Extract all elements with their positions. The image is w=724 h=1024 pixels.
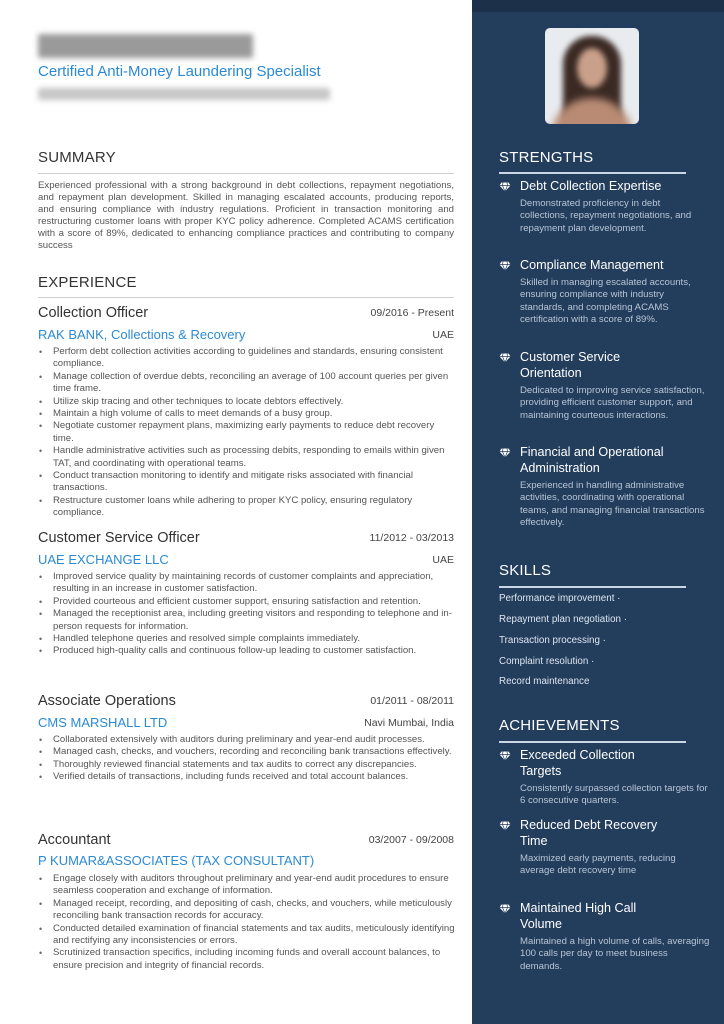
company-name: P KUMAR&ASSOCIATES (TAX CONSULTANT) (38, 853, 315, 868)
job-location: UAE (432, 329, 454, 341)
bullet-item: • Restructure customer loans while adhering to proper KYC policy, ensuring regulatory compliance. (38, 495, 456, 520)
achievement-title: Maintained High Call Volume (520, 901, 637, 931)
bullet-item: • Perform debt collection activities according to guidelines and standards, ensuring consistent compliance. (38, 346, 456, 371)
job-bullets (38, 873, 456, 972)
experience-divider (38, 297, 454, 298)
strength-title: Customer Service Orientation (520, 350, 621, 380)
bullet-item: • Managed the receptionist area, including greeting visitors and responding to telephone and in-person requests for information. (38, 608, 456, 633)
job-bullets (38, 734, 456, 784)
job-bullets (38, 346, 456, 520)
achievement-description: Maintained a high volume of calls, averaging 100 calls per day to meet business demands. (520, 936, 710, 972)
bullet-item: • Utilize skip tracing and other techniques to locate debtors effectively. (38, 396, 456, 408)
skill-item: Record maintenance (499, 676, 590, 687)
bullet-item: • Handled telephone queries and resolved simple complaints immediately. (38, 633, 456, 645)
bullet-item: • Conducted detailed examination of financial statements and tax audits, meticulously identifying and rectifying any inconsistencies or errors. (38, 923, 456, 948)
skill-item: Transaction processing · (499, 635, 606, 646)
bullet-item: • Verified details of transactions, including funds received and total account balances. (38, 771, 456, 783)
job-location: Navi Mumbai, India (364, 717, 454, 729)
job-title: Customer Service Officer (38, 530, 200, 546)
achievement-description: Consistently surpassed collection targets for 6 consecutive quarters. (520, 783, 708, 807)
job-dates: 11/2012 - 03/2013 (369, 532, 454, 544)
bullet-item: • Improved service quality by maintaining records of customer complaints and appreciation, resulting in an increase in customer satisfaction. (38, 571, 456, 596)
job-title: Collection Officer (38, 305, 149, 321)
job-location: UAE (432, 554, 454, 566)
company-name: CMS MARSHALL LTD (38, 715, 168, 730)
job-title: Associate Operations (38, 693, 176, 709)
bullet-item: • Maintain a high volume of calls to meet demands of a busy group. (38, 408, 456, 420)
bullet-item: • Managed cash, checks, and vouchers, recording and reconciling bank transactions effectively. (38, 746, 456, 758)
sidebar-top-band (472, 0, 724, 12)
strengths-divider (499, 172, 686, 174)
strength-description: Skilled in managing escalated accounts, ensuring compliance with industry standards, and completing ACAMS certification with a score of 89%. (520, 277, 691, 325)
contact-info-blurred (38, 88, 330, 100)
bullet-item: • Managed receipt, recording, and depositing of cash, checks, and vouchers, while meticulously reconciling bank transaction records for accuracy. (38, 898, 456, 923)
diamond-icon (499, 448, 511, 458)
job-title: Accountant (38, 832, 111, 848)
bullet-item: • Manage collection of overdue debts, reconciling an average of 100 account queries per given time frame. (38, 371, 456, 396)
diamond-icon (499, 821, 511, 831)
job-bullets (38, 571, 456, 658)
strength-description: Experienced in handling administrative activities, coordinating with operational teams, and managing financial transactions effectively. (520, 480, 705, 528)
skills-divider (499, 586, 686, 588)
strength-description: Demonstrated proficiency in debt collections, repayment negotiations, and repayment plan development. (520, 198, 692, 234)
achievements-title: ACHIEVEMENTS (499, 717, 620, 734)
bullet-item: • Handle administrative activities such as processing debits, responding to emails within given TAT, and coordinating with operational teams. (38, 445, 456, 470)
skills-title: SKILLS (499, 562, 552, 579)
job-dates: 01/2011 - 08/2011 (370, 695, 454, 707)
company-name: UAE EXCHANGE LLC (38, 552, 169, 567)
diamond-icon (499, 182, 511, 192)
bullet-item: • Scrutinized transaction specifics, including incoming funds and overall account balances, to ensure precision and integrity of financial records. (38, 947, 456, 972)
job-dates: 09/2016 - Present (370, 307, 454, 319)
summary-text: Experienced professional with a strong background in debt collections, repayment negotiations, and repayment plan development. Skilled in managing escalated accounts, producing reports, and ensuring compliance with industry regulations. Proficient in transaction monitoring and restructuring customer loans with proper KYC policy adherence. Completed ACAMS certification with a score of 89%, dedicated to enhancing compliance practices and contributing to company success (38, 180, 454, 251)
bullet-item: • Collaborated extensively with auditors during preliminary and year-end audit processes. (38, 734, 456, 746)
profile-photo (545, 28, 639, 124)
summary-divider (38, 173, 454, 174)
job-dates: 03/2007 - 09/2008 (368, 834, 454, 846)
strength-title: Debt Collection Expertise (520, 179, 662, 193)
achievement-title: Exceeded Collection Targets (520, 748, 635, 778)
diamond-icon (499, 261, 511, 271)
bullet-item: • Engage closely with auditors throughout preliminary and year-end audit procedures to ensure seamless cooperation and exchange of information. (38, 873, 456, 898)
skill-item: Performance improvement · (499, 593, 621, 604)
bullet-item: • Negotiate customer repayment plans, maximizing early payments to reduce debt recovery time. (38, 420, 456, 445)
company-name: RAK BANK, Collections & Recovery (38, 327, 246, 342)
skill-item: Complaint resolution · (499, 656, 595, 667)
diamond-icon (499, 353, 511, 363)
candidate-name-blurred (38, 34, 253, 58)
bullet-item: • Provided courteous and efficient customer support, ensuring satisfaction and retention. (38, 596, 456, 608)
bullet-item: • Thoroughly reviewed financial statements and tax audits to correct any discrepancies. (38, 759, 456, 771)
experience-title: EXPERIENCE (38, 274, 137, 291)
diamond-icon (499, 904, 511, 914)
diamond-icon (499, 751, 511, 761)
strength-title: Compliance Management (520, 258, 664, 272)
strength-description: Dedicated to improving service satisfaction, providing efficient customer support, and maintaining courteous interactions. (520, 385, 705, 421)
achievements-divider (499, 741, 686, 743)
headline: Certified Anti-Money Laundering Specialist (38, 63, 321, 80)
achievement-description: Maximized early payments, reducing average debt recovery time (520, 853, 676, 877)
strength-title: Financial and Operational Administration (520, 445, 664, 475)
skill-item: Repayment plan negotiation · (499, 614, 627, 625)
achievement-title: Reduced Debt Recovery Time (520, 818, 658, 848)
summary-title: SUMMARY (38, 149, 116, 166)
bullet-item: • Conduct transaction monitoring to identify and mitigate risks associated with financial transactions. (38, 470, 456, 495)
strengths-title: STRENGTHS (499, 149, 594, 166)
bullet-item: • Produced high-quality calls and continuous follow-up leading to customer satisfaction. (38, 645, 456, 657)
